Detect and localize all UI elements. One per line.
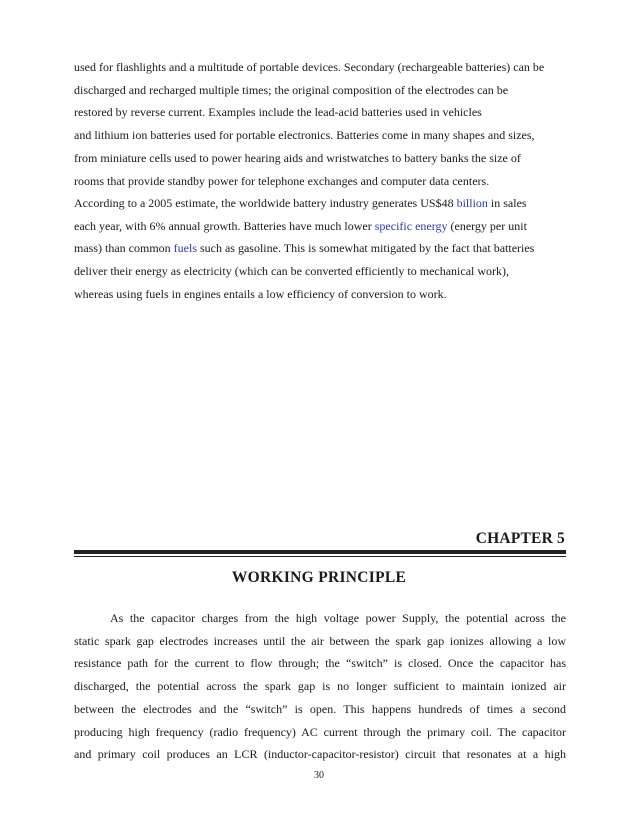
link-fuels[interactable]: fuels [173,241,197,256]
link-specific-energy[interactable]: specific energy [374,218,448,233]
text-line [74,237,566,260]
text-line [74,192,566,215]
text-line: restored by reverse current. Examples include the lead-acid batteries used in vehicles [74,105,482,120]
text-line: deliver their energy as electricity (which can be converted efficiently to mechanical work), [74,264,510,279]
text-line: discharged and recharged multiple times; the original composition of the electrodes can be [74,82,509,97]
text-line: resistance path for the current to flow through; the “switch” is closed. Once the capacitor has [74,656,566,671]
text-fragment: in sales [487,196,527,210]
text-fragment: each year, with 6% annual growth. Batteries have much lower [74,218,375,233]
text-line: producing high frequency (radio frequency) AC current through the primary coil. The capacitor [74,724,566,739]
text-line: whereas using fuels in engines entails a low efficiency of conversion to work. [74,286,447,301]
paragraph-battery-types [74,56,566,192]
page-number: 30 [314,770,324,781]
text-fragment: According to a 2005 estimate, the worldwide battery industry generates US$48 [74,196,457,210]
text-line: from miniature cells used to power hearing aids and wristwatches to battery banks the size of [74,150,521,165]
text-fragment: such as gasoline. This is somewhat mitigated by the fact that batteries [196,241,535,256]
text-fragment: mass) than common [74,241,174,256]
text-line [74,215,566,238]
text-line: between the electrodes and the “switch” is open. This happens hundreds of times a second [74,701,566,716]
paragraph-working-principle [74,607,566,766]
text-line: rooms that provide standby power for telephone exchanges and computer data centers. [74,173,490,188]
text-line: and primary coil produces an LCR (inductor-capacitor-resistor) circuit that resonates at a high [74,747,566,762]
text-fragment: (energy per unit [447,218,527,233]
text-line: discharged, the potential across the spark gap is no longer sufficient to maintain ionized air [74,679,566,694]
chapter-rule-thick [74,550,566,554]
chapter-label: CHAPTER 5 [475,530,565,547]
text-line: As the capacitor charges from the high voltage power Supply, the potential across the [110,611,566,625]
chapter-rule-thin [74,556,566,557]
text-line: and lithium ion batteries used for portable electronics. Batteries come in many shapes and sizes, [74,128,535,143]
text-line: used for flashlights and a multitude of portable devices. Secondary (rechargeable batteries) can be [74,60,545,74]
text-line: static spark gap electrodes increases until the air between the spark gap ionizes allowing a low [74,633,566,648]
link-billion[interactable]: billion [456,196,488,210]
chapter-title: WORKING PRINCIPLE [231,569,407,586]
paragraph-battery-industry [74,192,566,306]
